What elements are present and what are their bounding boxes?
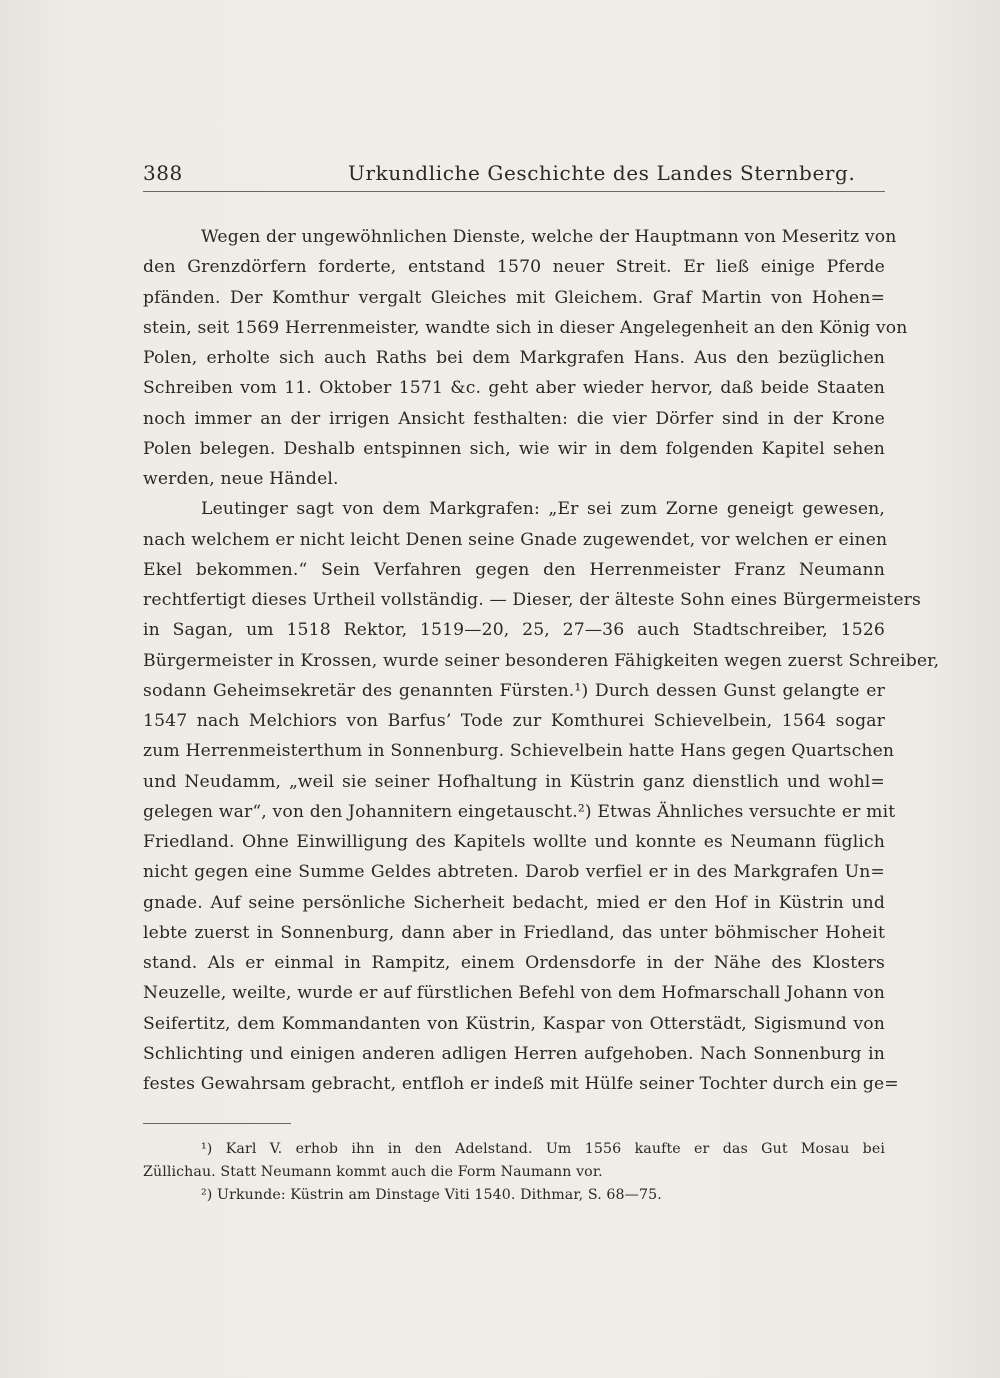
footnotes [143, 1138, 885, 1207]
text-line: rechtfertigt dieses Urtheil vollständig. — Dieser, der älteste Sohn eines Bürgermeisters [143, 590, 921, 610]
text-line: Bürgermeister in Krossen, wurde seiner besonderen Fähigkeiten wegen zuerst Schreiber, [143, 650, 940, 671]
text-line: in Sagan, um 1518 Rektor, 1519—20, 25, 27—36 auch Stadtschreiber, 1526 [143, 620, 885, 641]
text-line: Wegen der ungewöhnlichen Dienste, welche der Hauptmann von Meseritz von [201, 227, 897, 247]
text-line: den Grenzdörfern forderte, entstand 1570 neuer Streit. Er ließ einige Pferde [143, 257, 885, 278]
text-line: Friedland. Ohne Einwilligung des Kapitels wollte und konnte es Neumann füglich [143, 832, 885, 852]
header-rule [143, 191, 885, 192]
text-line: und Neudamm, „weil sie seiner Hofhaltung in Küstrin ganz dienstlich und wohl= [143, 771, 885, 792]
text-line: pfänden. Der Komthur vergalt Gleiches mit Gleichem. Graf Martin von Hohen= [143, 287, 885, 308]
text-line: noch immer an der irrigen Ansicht festhalten: die vier Dörfer sind in der Krone [143, 408, 885, 429]
text-line: Leutinger sagt von dem Markgrafen: „Er sei zum Zorne geneigt gewesen, [201, 499, 885, 520]
page-header [143, 160, 885, 190]
text-line: stein, seit 1569 Herrenmeister, wandte sich in dieser Angelegenheit an den König von [143, 317, 908, 338]
text-line: nach welchem er nicht leicht Denen seine Gnade zugewendet, vor welchen er einen [143, 529, 888, 550]
footnote-rule [143, 1123, 291, 1124]
text-line: Polen, erholte sich auch Raths bei dem Markgrafen Hans. Aus den bezüglichen [143, 348, 885, 368]
main-text [143, 222, 940, 1099]
text-line: festes Gewahrsam gebracht, entfloh er indeß mit Hülfe seiner Tochter durch ein ge= [143, 1074, 899, 1094]
footnote-line: ¹) Karl V. erhob ihn in den Adelstand. Um 1556 kaufte er das Gut Mosau bei [201, 1141, 885, 1157]
text-line: sodann Geheimsekretär des genannten Fürsten.¹) Durch dessen Gunst gelangte er [143, 680, 885, 701]
running-title: Urkundliche Geschichte des Landes Sternberg. [348, 161, 856, 185]
text-line: 1547 nach Melchiors von Barfus’ Tode zur Komthurei Schievelbein, 1564 sogar [143, 711, 885, 731]
text-line: Schlichting und einigen anderen adligen Herren aufgehoben. Nach Sonnenburg in [143, 1043, 885, 1064]
footnote-line: ²) Urkunde: Küstrin am Dinstage Viti 1540. Dithmar, S. 68—75. [201, 1187, 662, 1203]
text-line: gelegen war“, von den Johannitern eingetauscht.²) Etwas Ähnliches versuchte er mit [143, 801, 896, 822]
text-line: gnade. Auf seine persönliche Sicherheit bedacht, mied er den Hof in Küstrin und [143, 892, 885, 913]
text-line: werden, neue Händel. [143, 469, 339, 489]
text-line: nicht gegen eine Summe Geldes abtreten. Darob verfiel er in des Markgrafen Un= [143, 862, 885, 883]
text-line: Neuzelle, weilte, wurde er auf fürstlichen Befehl von dem Hofmarschall Johann von [143, 983, 885, 1004]
text-line: lebte zuerst in Sonnenburg, dann aber in Friedland, das unter böhmischer Hoheit [143, 922, 885, 943]
text-line: Ekel bekommen.“ Sein Verfahren gegen den Herrenmeister Franz Neumann [143, 559, 885, 580]
text-line: zum Herrenmeisterthum in Sonnenburg. Schievelbein hatte Hans gegen Quartschen [143, 741, 895, 762]
text-line: stand. Als er einmal in Rampitz, einem Ordensdorfe in der Nähe des Klosters [143, 953, 885, 973]
text-line: Polen belegen. Deshalb entspinnen sich, wie wir in dem folgenden Kapitel sehen [143, 438, 885, 459]
page-number: 388 [143, 161, 183, 185]
text-line: Schreiben vom 11. Oktober 1571 &c. geht aber wieder hervor, daß beide Staaten [143, 378, 885, 399]
footnote-line: Züllichau. Statt Neumann kommt auch die Form Naumann vor. [143, 1164, 603, 1180]
text-line: Seifertitz, dem Kommandanten von Küstrin, Kaspar von Otterstädt, Sigismund von [143, 1013, 885, 1034]
